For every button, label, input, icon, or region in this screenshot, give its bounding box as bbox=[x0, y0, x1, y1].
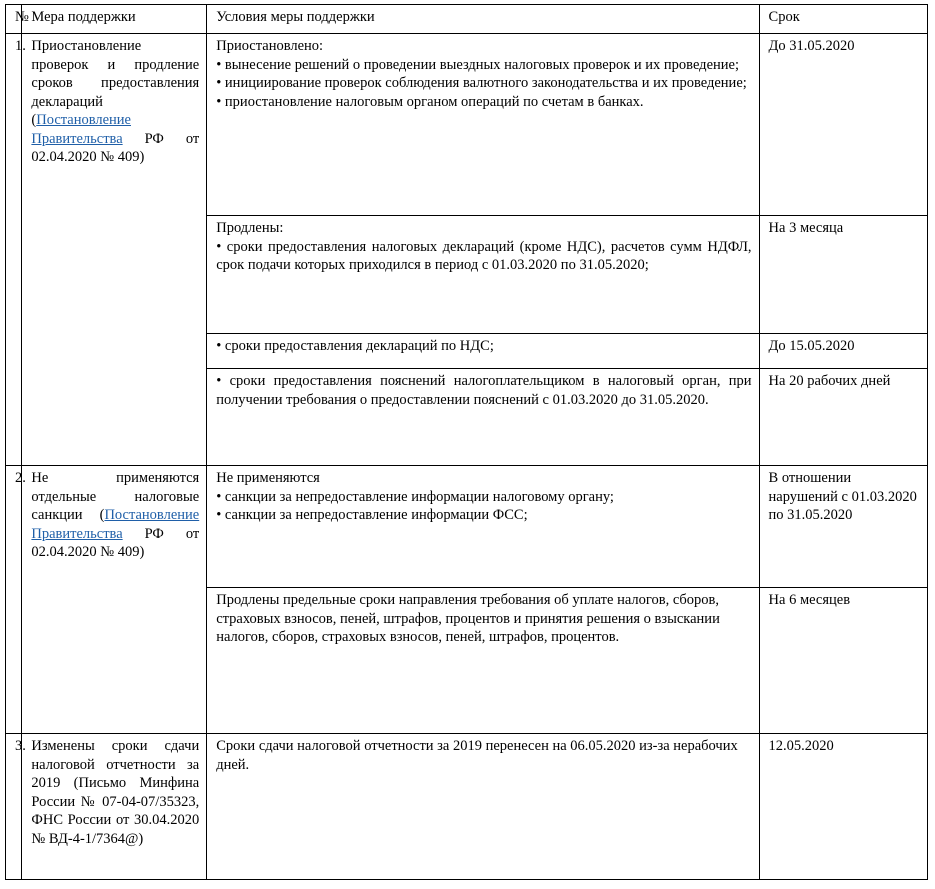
bullet-item: • сроки предоставления налоговых деклараций (кроме НДС), расчетов сумм НДФЛ, срок подачи которых приходился в период с 01.03.2020 по 31.05.2020; bbox=[216, 238, 752, 273]
bullet-item: • приостановление налоговым органом операций по счетам в банках. bbox=[216, 93, 644, 110]
term-cell: На 3 месяца bbox=[759, 216, 927, 334]
measure-ref: РФ от 02.04.2020 № 409) bbox=[31, 525, 200, 560]
conditions-title: Продлены: bbox=[216, 220, 284, 236]
bullet-item: • вынесение решений о проведении выездных налоговых проверок и их проведение; bbox=[216, 56, 739, 73]
term-cell: На 20 рабочих дней bbox=[759, 369, 927, 466]
conditions-cell bbox=[207, 369, 759, 466]
measure-paren: ( bbox=[99, 507, 105, 523]
row-num: 2. bbox=[6, 466, 22, 734]
measure-paren: ( bbox=[31, 112, 37, 128]
conditions-title: Не применяются bbox=[216, 470, 320, 486]
row-num: 1. bbox=[6, 34, 22, 466]
bullet-item: • санкции за непредоставление информации налоговому органу; bbox=[216, 488, 614, 505]
conditions-cell bbox=[207, 34, 759, 216]
measure-cell bbox=[22, 34, 207, 466]
header-num: № bbox=[6, 5, 22, 34]
measure-text: Не применяются отдельные налоговые санкции bbox=[31, 470, 200, 523]
measure-cell bbox=[22, 466, 207, 734]
measure-text: Приостановление проверок и продление сроков предоставления деклараций bbox=[31, 38, 200, 110]
bullet-item: • сроки предоставления деклараций по НДС; bbox=[216, 338, 494, 354]
measure-ref: РФ от 02.04.2020 № 409) bbox=[31, 130, 200, 165]
header-term: Срок bbox=[759, 5, 927, 34]
bullet-item: • сроки предоставления пояснений налогоплательщиком в налоговый орган, при получении требования о предоставлении пояснений с 01.03.2020 до 31.05.2020. bbox=[216, 373, 752, 408]
table-row bbox=[6, 34, 928, 216]
table-row bbox=[6, 466, 928, 588]
bullet-item: • инициирование проверок соблюдения валютного законодательства и их проведение; bbox=[216, 75, 747, 91]
conditions-cell: Продлены предельные сроки направления требования об уплате налогов, сборов, страховых взносов, пеней, штрафов, процентов и принятия решения о взыскании налогов, сборов, страховых взносов, пеней, штрафов, процентов. bbox=[207, 588, 759, 734]
term-cell: На 6 месяцев bbox=[759, 588, 927, 734]
decree-link[interactable]: Постановление Правительства bbox=[31, 507, 200, 542]
header-conditions: Условия меры поддержки bbox=[207, 5, 759, 34]
conditions-cell bbox=[207, 466, 759, 588]
term-cell: 12.05.2020 bbox=[759, 734, 927, 880]
table-row bbox=[6, 734, 928, 880]
conditions-cell bbox=[207, 216, 759, 334]
conditions-cell bbox=[207, 334, 759, 369]
measure-cell: Изменены сроки сдачи налоговой отчетности за 2019 (Письмо Минфина России № 07-04-07/35323, ФНС России от 30.04.2020 № ВД-4-1/7364@) bbox=[22, 734, 207, 880]
term-cell: До 31.05.2020 bbox=[759, 34, 927, 216]
bullet-item: • санкции за непредоставление информации ФСС; bbox=[216, 507, 528, 523]
header-measure: Мера поддержки bbox=[22, 5, 207, 34]
support-measures-table bbox=[5, 4, 928, 880]
decree-link[interactable]: Постановление Правительства bbox=[31, 112, 131, 147]
term-cell: До 15.05.2020 bbox=[759, 334, 927, 369]
conditions-cell: Сроки сдачи налоговой отчетности за 2019 перенесен на 06.05.2020 из-за нерабочих дней. bbox=[207, 734, 759, 880]
term-cell: В отношении нарушений с 01.03.2020 по 31.05.2020 bbox=[759, 466, 927, 588]
row-num: 3. bbox=[6, 734, 22, 880]
conditions-title: Приостановлено: bbox=[216, 38, 324, 54]
table-header-row bbox=[6, 5, 928, 34]
